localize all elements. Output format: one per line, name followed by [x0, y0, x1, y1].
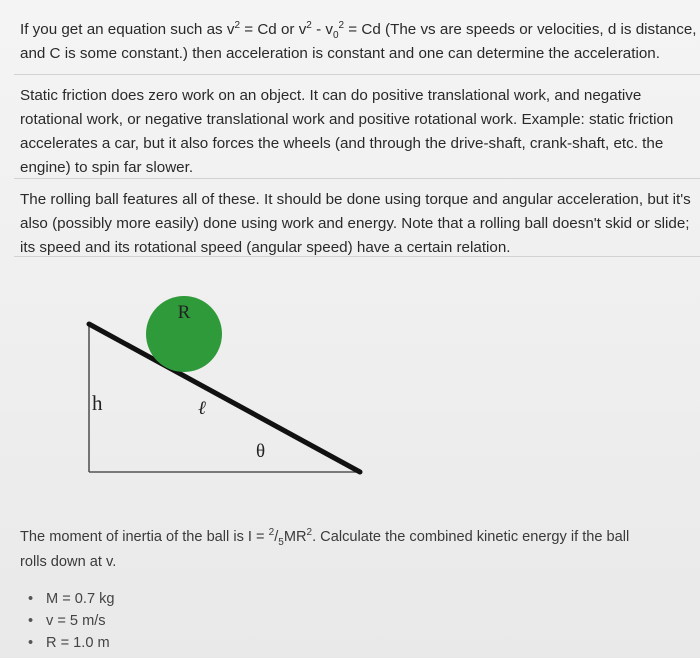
- fraction-numerator: 2: [268, 527, 275, 539]
- given-velocity: v = 5 m/s: [46, 613, 106, 629]
- paragraph-rolling-ball: [20, 188, 700, 260]
- paragraph-line: and C is some constant.) then acceleration is constant and one can determine the acceleration.: [20, 45, 660, 62]
- paragraph-line: Static friction does zero work on an object. It can do positive translational work, and negative: [20, 87, 642, 104]
- incline-diagram: [80, 286, 380, 486]
- paragraph-constant-acceleration: [20, 18, 700, 66]
- text-run: . Calculate the combined kinetic energy if the ball: [312, 529, 630, 545]
- text-run: = Cd (The vs are speeds or velocities, d is distance,: [344, 21, 697, 38]
- paragraph-line: its speed and its rotational speed (angular speed) have a certain relation.: [20, 239, 511, 256]
- paragraph-static-friction: [20, 84, 700, 180]
- divider: [14, 74, 700, 75]
- superscript: 2: [234, 19, 241, 31]
- ball-radius-label: R: [177, 302, 191, 323]
- fraction-denominator: 5: [278, 536, 284, 548]
- question-line: [20, 525, 690, 550]
- text-run: The moment of inertia of the ball is I =: [20, 529, 269, 545]
- superscript: 2: [306, 19, 312, 31]
- paragraph-line: engine) to spin far slower.: [20, 159, 194, 176]
- divider: [14, 256, 700, 257]
- paragraph-line: The rolling ball features all of these. It should be done using torque and angular acceleration, but it's: [20, 191, 691, 208]
- slope-length-label: ℓ: [198, 398, 206, 419]
- fraction-slash: /: [274, 529, 279, 545]
- text-run: If you get an equation such as v: [20, 21, 235, 38]
- paragraph-line: also (possibly more easily) done using work and energy. Note that a rolling ball doesn't skid or slide;: [20, 215, 690, 232]
- paragraph-line: rotational work, or negative translational work and positive rotational work. Example: static friction: [20, 111, 674, 128]
- angle-label: θ: [256, 441, 266, 462]
- divider: [14, 178, 700, 179]
- bullet-icon: •: [28, 613, 34, 629]
- given-radius: R = 1.0 m: [46, 635, 110, 651]
- list-item: [28, 632, 115, 654]
- text-run: MR: [283, 529, 307, 545]
- bullet-icon: •: [28, 635, 34, 651]
- paragraph-line: [20, 18, 700, 42]
- question-line: rolls down at v.: [20, 554, 117, 570]
- height-label: h: [92, 391, 103, 415]
- bullet-icon: •: [28, 591, 34, 607]
- list-item: [28, 610, 115, 632]
- text-run: = Cd or v: [240, 21, 307, 38]
- subscript: 0: [332, 30, 339, 42]
- list-item: [28, 588, 115, 610]
- given-mass: M = 0.7 kg: [46, 591, 115, 607]
- superscript: 2: [338, 19, 345, 31]
- text-run: - v: [311, 21, 333, 38]
- question-text: [20, 525, 690, 575]
- superscript: 2: [306, 527, 313, 539]
- given-values-list: [28, 588, 115, 654]
- incline-slope-line: [89, 324, 360, 472]
- paragraph-line: accelerates a car, but it also forces the wheels (and through the drive-shaft, crank-shaft, etc. the: [20, 135, 664, 152]
